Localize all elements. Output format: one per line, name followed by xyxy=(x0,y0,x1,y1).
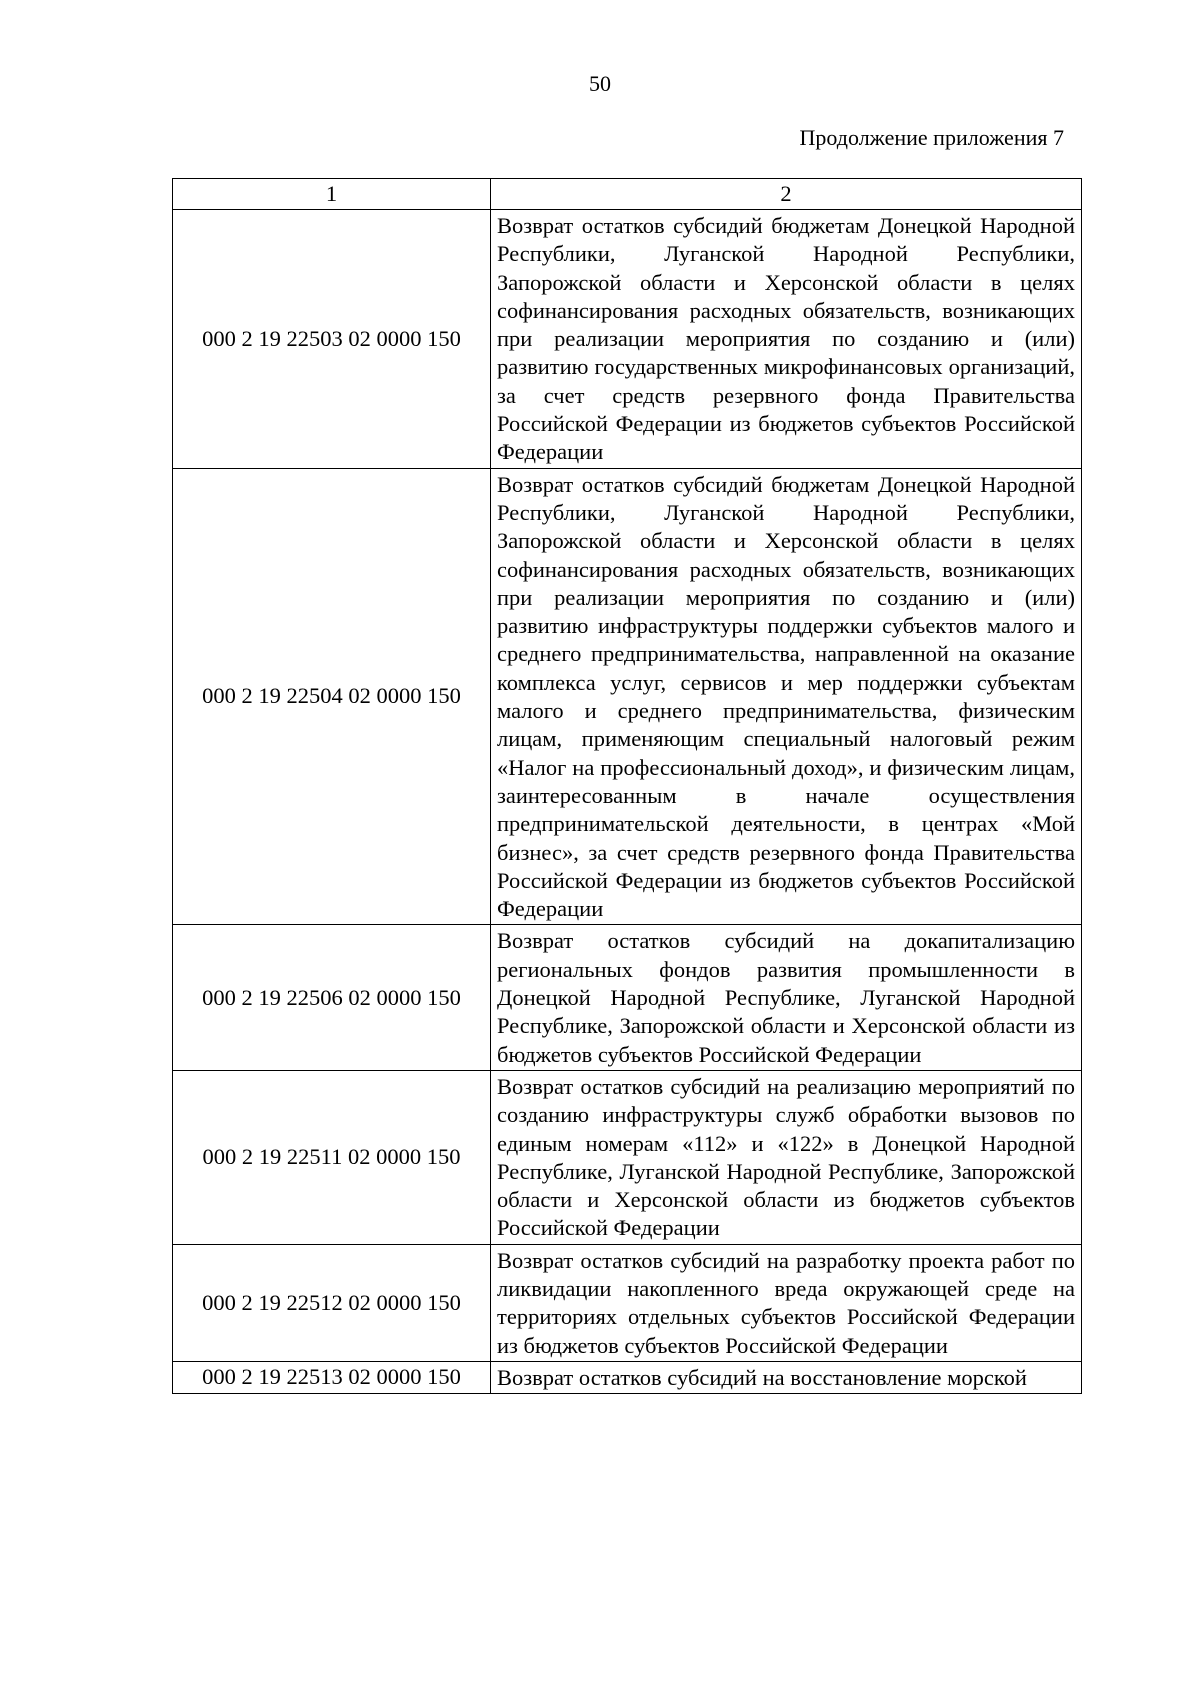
budget-code: 000 2 19 22504 02 0000 150 xyxy=(173,468,491,925)
code-description: Возврат остатков субсидий на разработку проекта работ по ликвидации накопленного вреда окружающей среде на территориях отдельных субъектов Российской Федерации из бюджетов субъектов Российской Федерации xyxy=(491,1244,1082,1361)
budget-code: 000 2 19 22513 02 0000 150 xyxy=(173,1361,491,1393)
table-header-row xyxy=(173,179,1082,210)
header-col-1: 1 xyxy=(173,179,491,210)
page-number: 50 xyxy=(589,71,611,96)
code-description: Возврат остатков субсидий бюджетам Донецкой Народной Республики, Луганской Народной Республики, Запорожской области и Херсонской области в целях софинансирования расходных обязательств, возникающих при реализации мероприятия по созданию и (или) развитию инфраструктуры поддержки субъектов малого и среднего предпринимательства, направленной на оказание комплекса услуг, сервисов и мер поддержки субъектам малого и среднего предпринимательства, физическим лицам, применяющим специальный налоговый режим «Налог на профессиональный доход», и физическим лицам, заинтересованным в начале осуществления предпринимательской деятельности, в центрах «Мой бизнес», за счет средств резервного фонда Правительства Российской Федерации из бюджетов субъектов Российской Федерации xyxy=(491,468,1082,925)
code-description: Возврат остатков субсидий бюджетам Донецкой Народной Республики, Луганской Народной Республики, Запорожской области и Херсонской области в целях софинансирования расходных обязательств, возникающих при реализации мероприятия по созданию и (или) развитию государственных микрофинансовых организаций, за счет средств резервного фонда Правительства Российской Федерации из бюджетов субъектов Российской Федерации xyxy=(491,210,1082,469)
budget-codes-table xyxy=(172,178,1082,1394)
code-description: Возврат остатков субсидий на докапитализацию региональных фондов развития промышленности в Донецкой Народной Республике, Луганской Народной Республике, Запорожской области и Херсонской области из бюджетов субъектов Российской Федерации xyxy=(491,925,1082,1070)
budget-code: 000 2 19 22511 02 0000 150 xyxy=(173,1070,491,1244)
header-col-2: 2 xyxy=(491,179,1082,210)
code-description: Возврат остатков субсидий на восстановление морской xyxy=(491,1361,1082,1393)
budget-code: 000 2 19 22503 02 0000 150 xyxy=(173,210,491,469)
table-row xyxy=(173,210,1082,469)
budget-code: 000 2 19 22506 02 0000 150 xyxy=(173,925,491,1070)
table-row xyxy=(173,468,1082,925)
budget-code: 000 2 19 22512 02 0000 150 xyxy=(173,1244,491,1361)
table-row xyxy=(173,1244,1082,1361)
table-row xyxy=(173,925,1082,1070)
table-row xyxy=(173,1070,1082,1244)
code-description: Возврат остатков субсидий на реализацию мероприятий по созданию инфраструктуры служб обработки вызовов по единым номерам «112» и «122» в Донецкой Народной Республике, Луганской Народной Республике, Запорожской области и Херсонской области из бюджетов субъектов Российской Федерации xyxy=(491,1070,1082,1244)
appendix-continuation-label: Продолжение приложения 7 xyxy=(799,125,1064,150)
table-row xyxy=(173,1361,1082,1393)
